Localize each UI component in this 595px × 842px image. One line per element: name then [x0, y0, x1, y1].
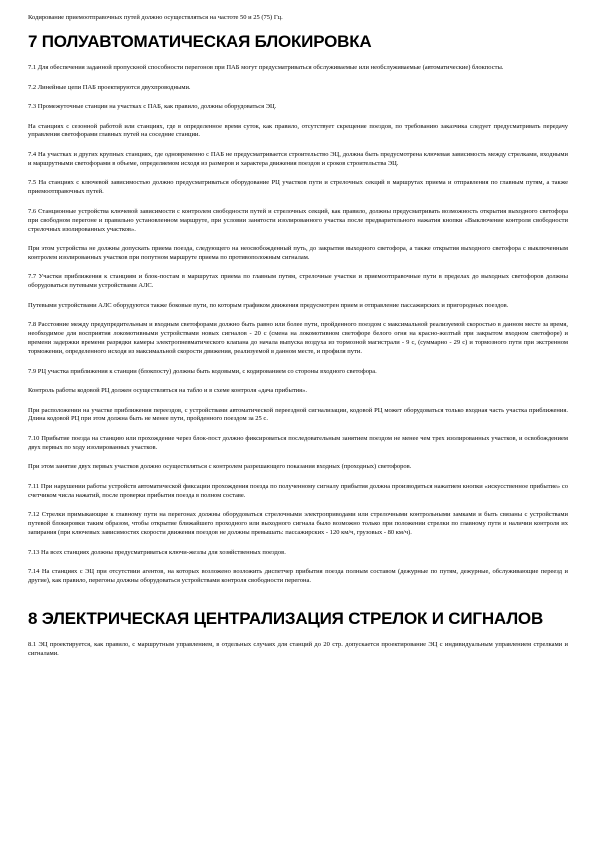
- paragraph: При этом занятие двух первых участков должно осуществляться с контролем разрешающего показания входных (проходных) светофоров.: [28, 463, 412, 471]
- section-8-heading: 8 ЭЛЕКТРИЧЕСКАЯ ЦЕНТРАЛИЗАЦИЯ СТРЕЛОК И СИГНАЛОВ: [28, 608, 544, 628]
- paragraph: 7.7 Участки приближения к станциям и блок-постам в маршрутах приема по главным путям, стрелочные участки и приемоотправочные пути в пределах до выходных светофоров должны оборудоваться путевыми устройствами АЛС.: [28, 273, 568, 290]
- document-page: [28, 14, 568, 669]
- section-8-body: [28, 641, 568, 659]
- paragraph: При этом устройства не должны допускать приема поезда, следующего на неосвобожденный путь, до закрытия выходного светофора, а также открытия выходного светофора с выключенным контролем изолированных участков при попутном маршруте приема по противоположным сигналам.: [28, 245, 568, 261]
- paragraph: 7.9 РЦ участка приближения к станции (блокпосту) должны быть кодовыми, с кодированием со стороны входного светофора.: [28, 367, 377, 375]
- paragraph: 7.14 На станциях с ЭЦ при отсутствии агентов, на которых возложено возложить диспетчер прибытия поезда полным составом (дежурные по путям, дежурные, обслуживающие переезд и другие), как правило, перегоны должны оборудоваться устройствами контроля свободности перегона.: [28, 568, 568, 584]
- paragraph: 7.5 На станциях с ключевой зависимостью должно предусматриваться оборудование РЦ участков пути и стрелочных секций в маршрутах приема и отправления по главным путям, а также приемоотправочных путей.: [28, 179, 568, 196]
- paragraph: Кодирование приемоотправочных путей должно осуществляться на частоте 50 и 25 (75) Гц.: [28, 14, 283, 21]
- section-7-body: [28, 64, 568, 586]
- paragraph: На станциях с сезонной работой или станциях, где в определенное время суток, как правило, отсутствует скрещение поездов, по требованию заказчика следует предусматривать передачу управления светофорами главных путей на соседние станции.: [28, 122, 568, 139]
- paragraph: 7.1 Для обеспечения заданной пропускной способности перегонов при ПАБ могут предусматриваться обслуживаемые или необслуживаемые (автоматические) блокпосты.: [28, 64, 504, 71]
- paragraph: 8.1 ЭЦ проектируется, как правило, с маршрутным управлением, в отдельных случаях для станций до 20 стр. допускается проектирование ЭЦ с индивидуальным управлением стрелками и сигналами.: [28, 640, 568, 657]
- paragraph: При расположении на участке приближения переездов, с устройствами автоматической переездной сигнализации, кодовой РЦ может оборудоваться только входная часть участка приближения. Длина кодовой РЦ при этом должна быть не менее пути, пройденного поездом за 25 с.: [28, 406, 568, 423]
- paragraph: 7.10 Прибытие поезда на станцию или прохождение через блок-пост должно фиксироваться последовательным занятием поездом не менее чем трех изолированных участков, и освобождением двух первых по ходу изолированных участков.: [28, 434, 568, 451]
- paragraph: 7.6 Станционные устройства ключевой зависимости с контролем свободности путей и стрелочных секций, как правило, должны предусматривать возможность открытия выходного светофора при свободном перегоне и правильно установленном маршруте, при условии занятости изолированного участка после предварительного нажатия кнопки «Выключение контроля свободности стрелочных изолированных участков».: [28, 207, 568, 233]
- paragraph: 7.12 Стрелки примыкающие к главному пути на перегонах должны оборудоваться стрелочными электроприводами или стрелочными контрольными замками и быть связаны с устройствами путевой блокировки таким образом, чтобы открытие ближайшего проходного или выходного сигнала было возможно только при положении стрелки по главному пути и наличии контроля их запирания (при ключевых зависимостях скорости движения поездов не должны превышать: пассажирских - 120 км/ч, грузовых - 80 км/ч).: [28, 511, 568, 537]
- paragraph: Путевыми устройствами АЛС оборудуются также боковые пути, по которым графиком движения предусмотрен прием и отправление пассажирских и пригородных поездов.: [28, 301, 509, 309]
- paragraph: 7.13 На всех станциях должны предусматриваться ключи-жезлы для хозяйственных поездов.: [28, 548, 286, 556]
- paragraph: 7.8 Расстояние между предупредительным и входным светофорами должно быть равно или более пути, пройденного поездом с максимальной реализуемой скоростью в данном месте за время, необходимое для восприятия локомотивными устройствами новых сигналов - 20 с (смена на локомотивном светофоре белого огня на красно-желтый при закрытом входном светофоре) и времени задержки времени разрядки камеры электропневматического клапана до начала выпуска воздуха из тормозной магистрали - 9 с, (суммарно - 29 с) и тормозного пути при экстренном торможении, определенного исходя из максимальной скорости движения, реализуемой в данном месте, и профиля пути.: [28, 321, 568, 356]
- paragraph: 7.11 При нарушении работы устройств автоматической фиксации прохождения поезда по полученному сигналу прибытия должна производиться нажатием кнопки «искусственное прибытие» со счетчиком числа нажатий, после проверки прибытия поезда в полном составе.: [28, 482, 568, 499]
- paragraph: 7.2 Линейные цепи ПАБ проектируются двухпроводными.: [28, 83, 191, 91]
- paragraph: 7.4 На участках и других крупных станциях, где одновременно с ПАБ не предусматривается строительство ЭЦ, должна быть предусмотрена ключевая зависимость между стрелками, входными и маршрутными светофорами в объеме, определяемом исходя из размеров и характера движения поездов и сроков строительства ЭЦ.: [28, 150, 568, 167]
- section-7-heading: 7 ПОЛУАВТОМАТИЧЕСКАЯ БЛОКИРОВКА: [28, 32, 372, 51]
- paragraph: 7.3 Промежуточные станции на участках с ПАБ, как правило, должны оборудоваться ЭЦ.: [28, 103, 277, 110]
- paragraph: Контроль работы кодовой РЦ должен осуществляться на табло и в схеме контроля «дача прибытия».: [28, 387, 308, 395]
